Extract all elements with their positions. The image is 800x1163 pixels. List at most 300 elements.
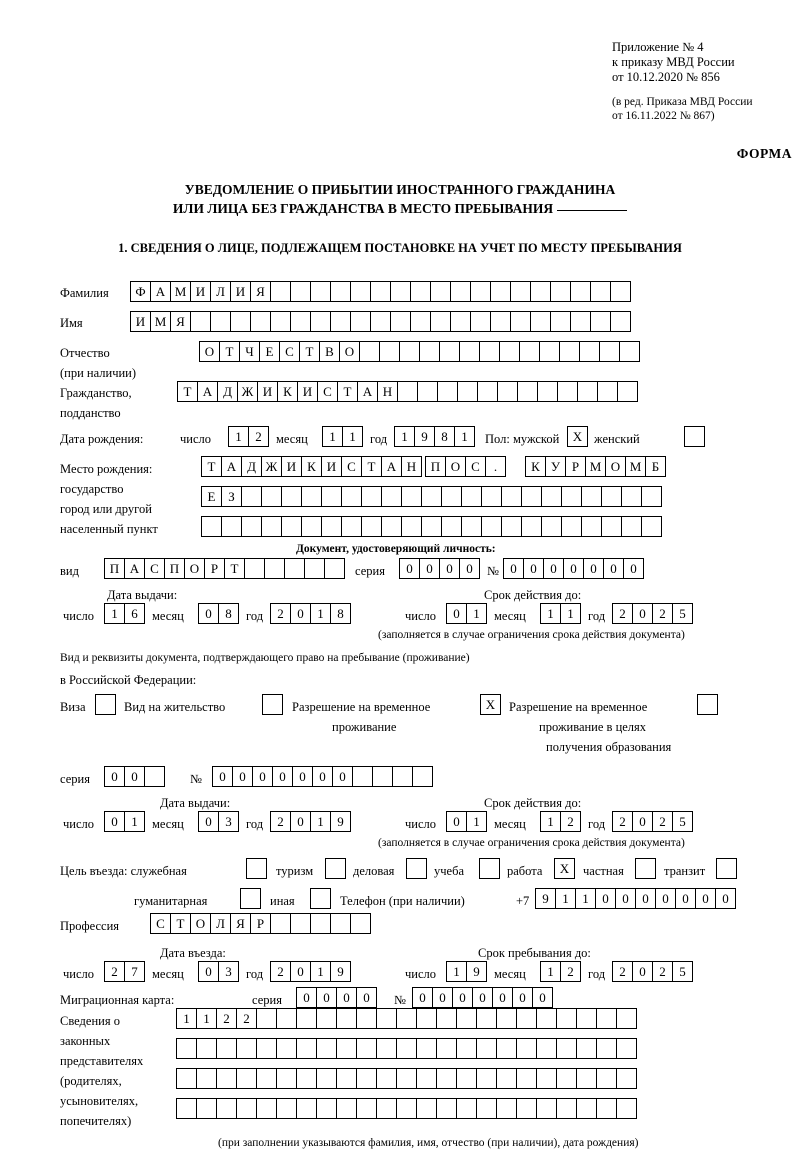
migration-number-cell[interactable]: 0 — [432, 987, 453, 1008]
patronymic-cell[interactable] — [359, 341, 380, 362]
birth-year-cell[interactable]: 9 — [414, 426, 435, 447]
permit-valid-year-cells[interactable] — [612, 811, 692, 832]
surname-cell[interactable] — [610, 281, 631, 302]
citizenship-cell[interactable]: Т — [177, 381, 198, 402]
migration-series-cell[interactable]: 0 — [316, 987, 337, 1008]
legal-row4-cell[interactable] — [256, 1098, 277, 1119]
birth-year-cell[interactable]: 8 — [434, 426, 455, 447]
legal-row1-cell[interactable] — [496, 1008, 517, 1029]
citizenship-cell[interactable] — [457, 381, 478, 402]
permit-valid-month-cell[interactable]: 2 — [560, 811, 581, 832]
permit-number-cell[interactable]: 0 — [212, 766, 233, 787]
surname-cell[interactable] — [410, 281, 431, 302]
legal-row2-cell[interactable] — [316, 1038, 337, 1059]
stay-year-cell[interactable]: 0 — [632, 961, 653, 982]
legal-row4-cell[interactable] — [336, 1098, 357, 1119]
patronymic-cell[interactable]: Т — [219, 341, 240, 362]
doc-issue-month-cell[interactable]: 8 — [218, 603, 239, 624]
migration-number-cell[interactable]: 0 — [512, 987, 533, 1008]
doc-number-cell[interactable]: 0 — [623, 558, 644, 579]
patronymic-cell[interactable] — [379, 341, 400, 362]
legal-row3-cell[interactable] — [516, 1068, 537, 1089]
entry-year-cell[interactable]: 1 — [310, 961, 331, 982]
surname-cell[interactable] — [530, 281, 551, 302]
surname-cell[interactable] — [310, 281, 331, 302]
legal-row3-cell[interactable] — [596, 1068, 617, 1089]
birthplace-city-row3-cell[interactable] — [221, 516, 242, 537]
permit-number-cell[interactable]: 0 — [292, 766, 313, 787]
legal-row3-cell[interactable] — [396, 1068, 417, 1089]
surname-cell[interactable]: А — [150, 281, 171, 302]
birthplace-city-row3-cell[interactable] — [441, 516, 462, 537]
legal-row3-cell[interactable] — [616, 1068, 637, 1089]
citizenship-cell[interactable]: Д — [217, 381, 238, 402]
doc-valid-month-cells[interactable] — [540, 603, 580, 624]
legal-row1-cell[interactable] — [256, 1008, 277, 1029]
surname-cell[interactable] — [330, 281, 351, 302]
doc-kind-cell[interactable] — [244, 558, 265, 579]
legal-row1-cell[interactable]: 2 — [236, 1008, 257, 1029]
profession-cell[interactable]: Р — [250, 913, 271, 934]
citizenship-cell[interactable]: И — [297, 381, 318, 402]
legal-row2-cell[interactable] — [216, 1038, 237, 1059]
patronymic-cell[interactable] — [459, 341, 480, 362]
patronymic-cell[interactable]: О — [339, 341, 360, 362]
name-cell[interactable] — [490, 311, 511, 332]
birthplace-city-row2-cell[interactable]: Е — [201, 486, 222, 507]
permit-issue-year-cell[interactable]: 2 — [270, 811, 291, 832]
legal-row1-cell[interactable] — [556, 1008, 577, 1029]
doc-valid-day-cells[interactable] — [446, 603, 486, 624]
doc-valid-year-cell[interactable]: 2 — [612, 603, 633, 624]
birthplace-city-row3-cell[interactable] — [621, 516, 642, 537]
birthplace-city-row2-cell[interactable] — [381, 486, 402, 507]
permit-number-cell[interactable]: 0 — [252, 766, 273, 787]
birthplace-city-row3-cell[interactable] — [341, 516, 362, 537]
legal-row4-cell[interactable] — [376, 1098, 397, 1119]
patronymic-cell[interactable] — [519, 341, 540, 362]
purpose-tourism-checkbox[interactable] — [325, 858, 346, 879]
profession-cell[interactable]: С — [150, 913, 171, 934]
legal-row3-cell[interactable] — [456, 1068, 477, 1089]
doc-number-cell[interactable]: 0 — [543, 558, 564, 579]
birthplace-city-row2-cell[interactable] — [281, 486, 302, 507]
birthplace-city-row2-cell[interactable] — [441, 486, 462, 507]
surname-cell[interactable] — [550, 281, 571, 302]
legal-row4-cell[interactable] — [276, 1098, 297, 1119]
doc-kind-cell[interactable]: Р — [204, 558, 225, 579]
permit-series-cell[interactable]: 0 — [104, 766, 125, 787]
birthplace-city-row2-cell[interactable] — [561, 486, 582, 507]
birthplace-city-row3-cell[interactable] — [201, 516, 222, 537]
legal-row1-cell[interactable] — [356, 1008, 377, 1029]
permit-number-cell[interactable]: 0 — [232, 766, 253, 787]
legal-row4-cell[interactable] — [456, 1098, 477, 1119]
name-cell[interactable] — [310, 311, 331, 332]
legal-row4-cell[interactable] — [616, 1098, 637, 1119]
name-cell[interactable] — [510, 311, 531, 332]
doc-kind-cell[interactable]: С — [144, 558, 165, 579]
legal-row4-cell[interactable] — [556, 1098, 577, 1119]
surname-cell[interactable]: Я — [250, 281, 271, 302]
birth-year-cell[interactable]: 1 — [454, 426, 475, 447]
surname-cells[interactable] — [130, 281, 630, 302]
birthplace-city-row2-cell[interactable] — [261, 486, 282, 507]
legal-row1-cell[interactable] — [596, 1008, 617, 1029]
name-cell[interactable] — [470, 311, 491, 332]
visa-checkbox[interactable] — [95, 694, 116, 715]
legal-row4-cell[interactable] — [436, 1098, 457, 1119]
permit-issue-month-cell[interactable]: 3 — [218, 811, 239, 832]
legal-row4-cell[interactable] — [576, 1098, 597, 1119]
permit-valid-month-cell[interactable]: 1 — [540, 811, 561, 832]
birthplace-city-b-cell[interactable]: О — [605, 456, 626, 477]
patronymic-cell[interactable] — [419, 341, 440, 362]
birth-year-cells[interactable] — [394, 426, 474, 447]
surname-cell[interactable]: Л — [210, 281, 231, 302]
citizenship-cell[interactable] — [477, 381, 498, 402]
legal-row2-cell[interactable] — [356, 1038, 377, 1059]
birthplace-city-a-cell[interactable]: . — [485, 456, 506, 477]
permit-issue-month-cells[interactable] — [198, 811, 238, 832]
birth-day-cell[interactable]: 2 — [248, 426, 269, 447]
birth-month-cell[interactable]: 1 — [342, 426, 363, 447]
birthplace-city-row2-cell[interactable] — [321, 486, 342, 507]
legal-row1-cell[interactable] — [276, 1008, 297, 1029]
permit-number-cell[interactable]: 0 — [272, 766, 293, 787]
doc-issue-year-cell[interactable]: 8 — [330, 603, 351, 624]
phone-cell[interactable]: 0 — [695, 888, 716, 909]
permit-issue-day-cell[interactable]: 0 — [104, 811, 125, 832]
patronymic-cell[interactable] — [439, 341, 460, 362]
migration-number-cell[interactable]: 0 — [532, 987, 553, 1008]
name-cell[interactable] — [290, 311, 311, 332]
doc-valid-month-cell[interactable]: 1 — [560, 603, 581, 624]
permit-number-cell[interactable] — [392, 766, 413, 787]
doc-valid-year-cell[interactable]: 2 — [652, 603, 673, 624]
stay-year-cells[interactable] — [612, 961, 692, 982]
migration-series-cells[interactable] — [296, 987, 376, 1008]
phone-cell[interactable]: 9 — [535, 888, 556, 909]
permit-valid-month-cells[interactable] — [540, 811, 580, 832]
permit-series-cell[interactable]: 0 — [124, 766, 145, 787]
legal-row1-cell[interactable]: 1 — [196, 1008, 217, 1029]
permit-number-cell[interactable] — [372, 766, 393, 787]
doc-kind-cell[interactable] — [324, 558, 345, 579]
birthplace-city-row3-cell[interactable] — [601, 516, 622, 537]
citizenship-cell[interactable] — [437, 381, 458, 402]
doc-issue-year-cell[interactable]: 0 — [290, 603, 311, 624]
permit-series-cells[interactable] — [104, 766, 164, 787]
birthplace-city-row3-cell[interactable] — [301, 516, 322, 537]
name-cell[interactable] — [570, 311, 591, 332]
legal-row3-cell[interactable] — [496, 1068, 517, 1089]
legal-row4-cell[interactable] — [536, 1098, 557, 1119]
migration-series-cell[interactable]: 0 — [296, 987, 317, 1008]
doc-series-cell[interactable]: 0 — [399, 558, 420, 579]
birthplace-city-row3-cell[interactable] — [561, 516, 582, 537]
birthplace-state-cell[interactable]: К — [301, 456, 322, 477]
patronymic-cell[interactable] — [479, 341, 500, 362]
legal-row4-cell[interactable] — [416, 1098, 437, 1119]
citizenship-cell[interactable]: Ж — [237, 381, 258, 402]
citizenship-cell[interactable] — [617, 381, 638, 402]
citizenship-cell[interactable] — [577, 381, 598, 402]
birthplace-state-cell[interactable]: Д — [241, 456, 262, 477]
birthplace-city-cells-row3[interactable] — [201, 516, 661, 537]
name-cell[interactable] — [430, 311, 451, 332]
permit-issue-day-cells[interactable] — [104, 811, 144, 832]
legal-row1-cell[interactable] — [336, 1008, 357, 1029]
birthplace-city-row2-cell[interactable] — [641, 486, 662, 507]
patronymic-cell[interactable] — [559, 341, 580, 362]
birthplace-state-cell[interactable]: А — [221, 456, 242, 477]
birthplace-city-b-cell[interactable]: У — [545, 456, 566, 477]
birthplace-city-row2-cell[interactable] — [241, 486, 262, 507]
stay-month-cells[interactable] — [540, 961, 580, 982]
doc-kind-cell[interactable]: А — [124, 558, 145, 579]
doc-number-cell[interactable]: 0 — [503, 558, 524, 579]
entry-day-cell[interactable]: 2 — [104, 961, 125, 982]
legal-row2-cell[interactable] — [596, 1038, 617, 1059]
legal-row1-cell[interactable] — [376, 1008, 397, 1029]
stay-month-cell[interactable]: 2 — [560, 961, 581, 982]
birthplace-city-row2-cell[interactable] — [341, 486, 362, 507]
patronymic-cell[interactable] — [399, 341, 420, 362]
citizenship-cell[interactable] — [557, 381, 578, 402]
name-cell[interactable]: М — [150, 311, 171, 332]
patronymic-cell[interactable] — [599, 341, 620, 362]
citizenship-cell[interactable] — [597, 381, 618, 402]
purpose-study-checkbox[interactable] — [479, 858, 500, 879]
residence-permit-checkbox[interactable] — [262, 694, 283, 715]
citizenship-cell[interactable] — [397, 381, 418, 402]
birthplace-city-row2-cell[interactable] — [621, 486, 642, 507]
doc-number-cells[interactable] — [503, 558, 643, 579]
doc-series-cell[interactable]: 0 — [439, 558, 460, 579]
legal-row1-cell[interactable] — [616, 1008, 637, 1029]
surname-cell[interactable] — [510, 281, 531, 302]
legal-row1-cell[interactable] — [576, 1008, 597, 1029]
patronymic-cell[interactable] — [579, 341, 600, 362]
patronymic-cell[interactable]: Т — [299, 341, 320, 362]
name-cell[interactable] — [270, 311, 291, 332]
name-cells[interactable] — [130, 311, 630, 332]
doc-issue-month-cells[interactable] — [198, 603, 238, 624]
entry-month-cell[interactable]: 3 — [218, 961, 239, 982]
legal-rep-cells-row3[interactable] — [176, 1068, 636, 1089]
birth-year-cell[interactable]: 1 — [394, 426, 415, 447]
purpose-service-checkbox[interactable] — [246, 858, 267, 879]
stay-year-cell[interactable]: 2 — [652, 961, 673, 982]
birthplace-city-row3-cell[interactable] — [421, 516, 442, 537]
legal-row1-cell[interactable] — [436, 1008, 457, 1029]
doc-series-cell[interactable]: 0 — [459, 558, 480, 579]
doc-issue-day-cell[interactable]: 6 — [124, 603, 145, 624]
birthplace-state-cell[interactable]: И — [321, 456, 342, 477]
birthplace-state-cells[interactable] — [201, 456, 421, 477]
legal-rep-cells-row2[interactable] — [176, 1038, 636, 1059]
migration-number-cell[interactable]: 0 — [452, 987, 473, 1008]
legal-row2-cell[interactable] — [456, 1038, 477, 1059]
permit-number-cells[interactable] — [212, 766, 432, 787]
legal-row4-cell[interactable] — [216, 1098, 237, 1119]
legal-row2-cell[interactable] — [616, 1038, 637, 1059]
purpose-other-checkbox[interactable] — [310, 888, 331, 909]
doc-issue-month-cell[interactable]: 0 — [198, 603, 219, 624]
legal-row3-cell[interactable] — [556, 1068, 577, 1089]
patronymic-cell[interactable]: Е — [259, 341, 280, 362]
permit-number-cell[interactable] — [412, 766, 433, 787]
surname-cell[interactable] — [270, 281, 291, 302]
birthplace-city-row2-cell[interactable] — [581, 486, 602, 507]
birthplace-city-b-cell[interactable]: Б — [645, 456, 666, 477]
citizenship-cell[interactable]: А — [357, 381, 378, 402]
legal-row2-cell[interactable] — [576, 1038, 597, 1059]
name-cell[interactable]: И — [130, 311, 151, 332]
patronymic-cell[interactable]: О — [199, 341, 220, 362]
patronymic-cell[interactable]: Ч — [239, 341, 260, 362]
stay-day-cell[interactable]: 9 — [466, 961, 487, 982]
entry-month-cell[interactable]: 0 — [198, 961, 219, 982]
legal-row3-cell[interactable] — [296, 1068, 317, 1089]
surname-cell[interactable] — [490, 281, 511, 302]
legal-row1-cell[interactable] — [316, 1008, 337, 1029]
birthplace-city-row2-cell[interactable] — [521, 486, 542, 507]
legal-row2-cell[interactable] — [536, 1038, 557, 1059]
entry-year-cell[interactable]: 9 — [330, 961, 351, 982]
birthplace-city-row3-cell[interactable] — [261, 516, 282, 537]
patronymic-cell[interactable]: С — [279, 341, 300, 362]
citizenship-cell[interactable]: А — [197, 381, 218, 402]
phone-cells[interactable] — [535, 888, 735, 909]
permit-number-cell[interactable]: 0 — [332, 766, 353, 787]
legal-row3-cell[interactable] — [436, 1068, 457, 1089]
doc-number-cell[interactable]: 0 — [583, 558, 604, 579]
migration-number-cell[interactable]: 0 — [412, 987, 433, 1008]
profession-cell[interactable]: Т — [170, 913, 191, 934]
name-cell[interactable] — [590, 311, 611, 332]
legal-row3-cell[interactable] — [336, 1068, 357, 1089]
phone-cell[interactable]: 1 — [575, 888, 596, 909]
legal-rep-cells-row1[interactable] — [176, 1008, 636, 1029]
legal-row2-cell[interactable] — [516, 1038, 537, 1059]
name-cell[interactable] — [450, 311, 471, 332]
name-cell[interactable] — [370, 311, 391, 332]
doc-kind-cell[interactable]: П — [104, 558, 125, 579]
legal-row2-cell[interactable] — [376, 1038, 397, 1059]
citizenship-cell[interactable]: К — [277, 381, 298, 402]
birthplace-city-a-cell[interactable]: О — [445, 456, 466, 477]
doc-issue-year-cells[interactable] — [270, 603, 350, 624]
doc-series-cell[interactable]: 0 — [419, 558, 440, 579]
birthplace-city-row3-cell[interactable] — [641, 516, 662, 537]
surname-cell[interactable] — [470, 281, 491, 302]
legal-row2-cell[interactable] — [556, 1038, 577, 1059]
legal-row1-cell[interactable] — [516, 1008, 537, 1029]
birthplace-state-cell[interactable]: И — [281, 456, 302, 477]
birthplace-city-row3-cell[interactable] — [461, 516, 482, 537]
birthplace-city-row3-cell[interactable] — [241, 516, 262, 537]
legal-row3-cell[interactable] — [356, 1068, 377, 1089]
permit-number-cell[interactable]: 0 — [312, 766, 333, 787]
name-cell[interactable] — [230, 311, 251, 332]
profession-cell[interactable]: Л — [210, 913, 231, 934]
birthplace-city-row3-cell[interactable] — [501, 516, 522, 537]
birthplace-state-cell[interactable]: Т — [201, 456, 222, 477]
birthplace-city-row2-cell[interactable] — [481, 486, 502, 507]
phone-cell[interactable]: 0 — [675, 888, 696, 909]
citizenship-cell[interactable] — [517, 381, 538, 402]
stay-day-cell[interactable]: 1 — [446, 961, 467, 982]
migration-series-cell[interactable]: 0 — [336, 987, 357, 1008]
legal-row1-cell[interactable] — [456, 1008, 477, 1029]
legal-row1-cell[interactable] — [536, 1008, 557, 1029]
name-cell[interactable] — [210, 311, 231, 332]
entry-day-cells[interactable] — [104, 961, 144, 982]
name-cell[interactable] — [410, 311, 431, 332]
legal-row2-cell[interactable] — [236, 1038, 257, 1059]
purpose-work-checkbox[interactable]: X — [554, 858, 575, 879]
permit-issue-year-cell[interactable]: 9 — [330, 811, 351, 832]
birthplace-city-a-cell[interactable]: П — [425, 456, 446, 477]
legal-row4-cell[interactable] — [356, 1098, 377, 1119]
surname-cell[interactable] — [590, 281, 611, 302]
permit-issue-month-cell[interactable]: 0 — [198, 811, 219, 832]
birthplace-city-b-cell[interactable]: Р — [565, 456, 586, 477]
birthplace-state-cell[interactable]: Т — [361, 456, 382, 477]
doc-valid-year-cell[interactable]: 0 — [632, 603, 653, 624]
permit-number-cell[interactable] — [352, 766, 373, 787]
birthplace-city-row2-cell[interactable] — [461, 486, 482, 507]
legal-row4-cell[interactable] — [176, 1098, 197, 1119]
birthplace-city-row2-cell[interactable] — [541, 486, 562, 507]
legal-row3-cell[interactable] — [256, 1068, 277, 1089]
name-cell[interactable] — [390, 311, 411, 332]
birthplace-state-cell[interactable]: А — [381, 456, 402, 477]
doc-kind-cell[interactable] — [284, 558, 305, 579]
citizenship-cell[interactable]: Т — [337, 381, 358, 402]
profession-cell[interactable] — [270, 913, 291, 934]
patronymic-cell[interactable]: В — [319, 341, 340, 362]
birthplace-city-row3-cell[interactable] — [321, 516, 342, 537]
surname-cell[interactable] — [450, 281, 471, 302]
birthplace-city-b-cell[interactable]: К — [525, 456, 546, 477]
phone-cell[interactable]: 0 — [595, 888, 616, 909]
edu-residence-checkbox[interactable] — [697, 694, 718, 715]
citizenship-cell[interactable] — [537, 381, 558, 402]
purpose-transit-checkbox[interactable] — [716, 858, 737, 879]
birthplace-city-row3-cell[interactable] — [541, 516, 562, 537]
legal-row2-cell[interactable] — [436, 1038, 457, 1059]
doc-valid-year-cells[interactable] — [612, 603, 692, 624]
phone-cell[interactable]: 0 — [655, 888, 676, 909]
birthplace-state-cell[interactable]: Ж — [261, 456, 282, 477]
birthplace-city-b-cell[interactable]: М — [585, 456, 606, 477]
legal-row2-cell[interactable] — [196, 1038, 217, 1059]
doc-valid-year-cell[interactable]: 5 — [672, 603, 693, 624]
entry-year-cell[interactable]: 2 — [270, 961, 291, 982]
legal-row4-cell[interactable] — [476, 1098, 497, 1119]
legal-row4-cell[interactable] — [196, 1098, 217, 1119]
doc-number-cell[interactable]: 0 — [523, 558, 544, 579]
birthplace-city-cells-row2[interactable] — [201, 486, 661, 507]
permit-valid-day-cell[interactable]: 1 — [466, 811, 487, 832]
doc-number-cell[interactable]: 0 — [603, 558, 624, 579]
legal-row4-cell[interactable] — [396, 1098, 417, 1119]
legal-row3-cell[interactable] — [276, 1068, 297, 1089]
legal-row1-cell[interactable]: 1 — [176, 1008, 197, 1029]
